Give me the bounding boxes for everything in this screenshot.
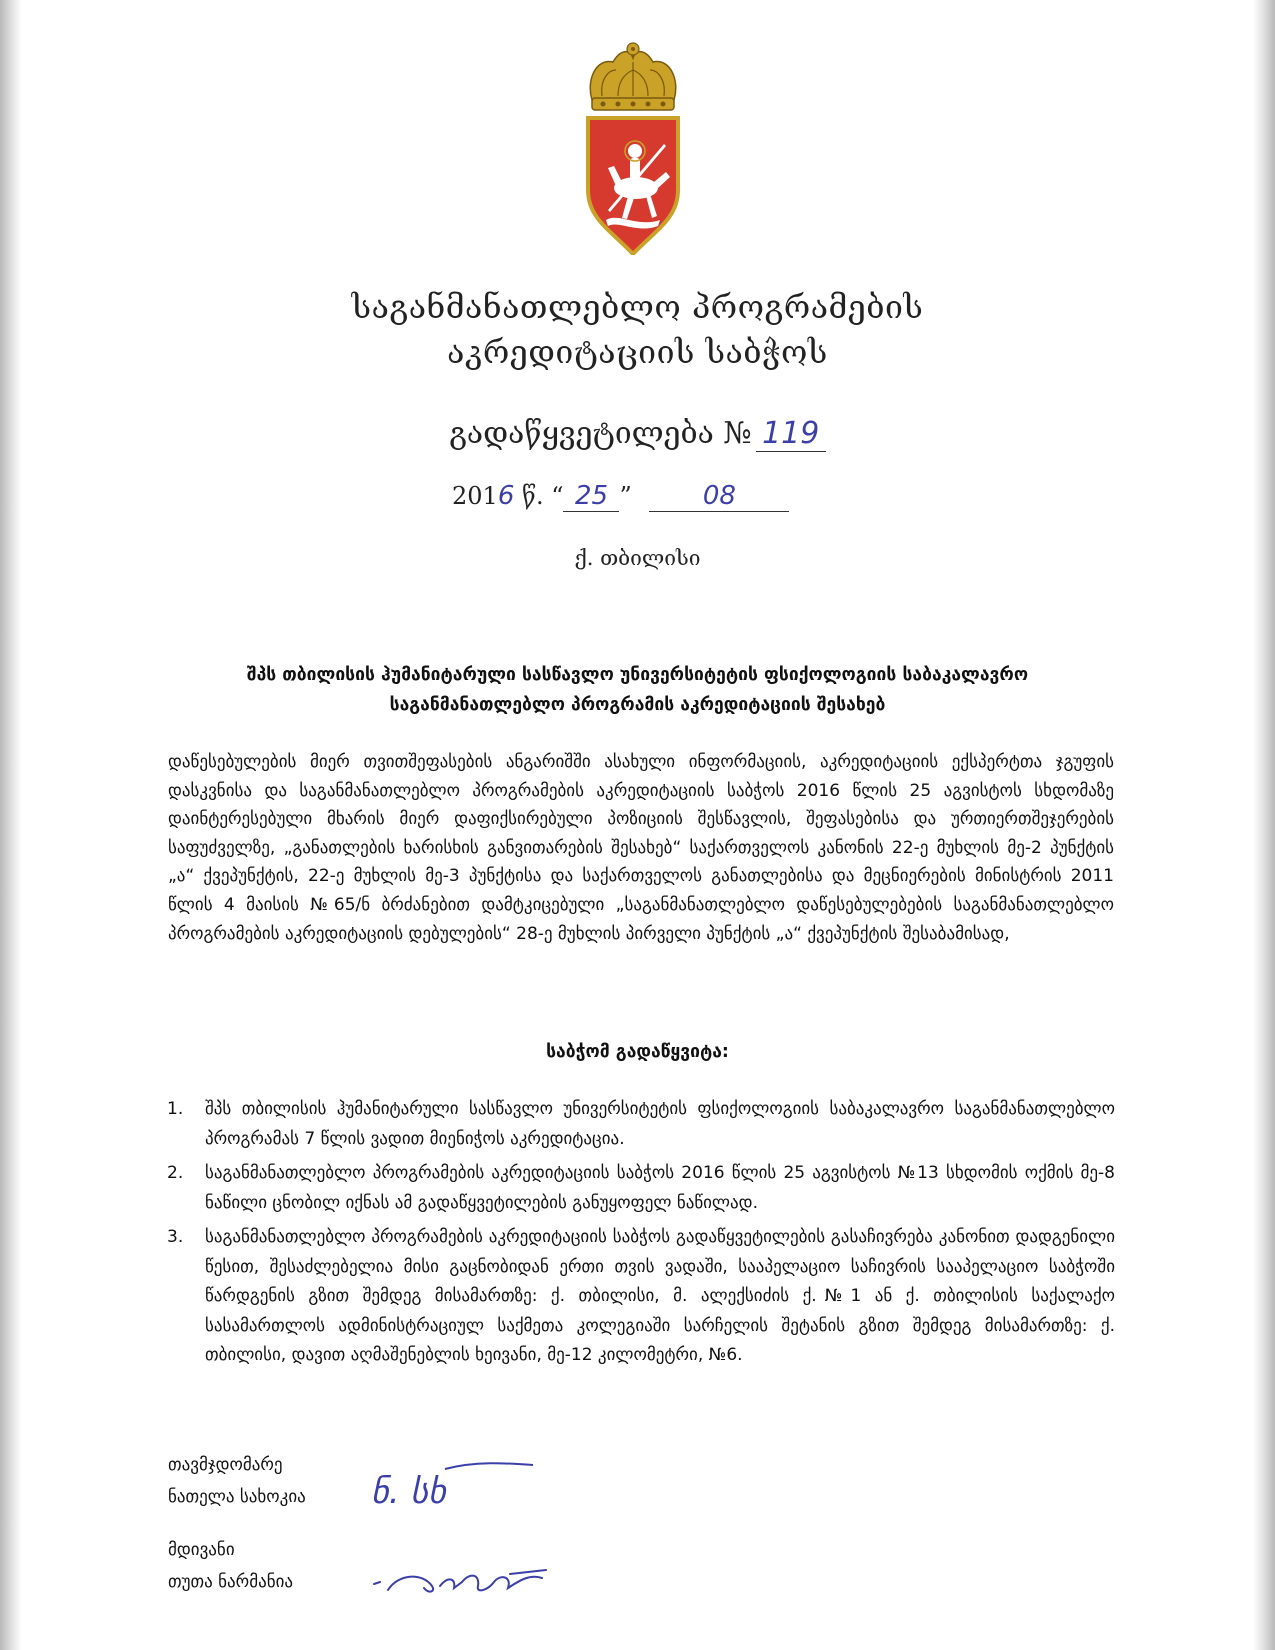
secretary-name: თუთა ნარმანია — [168, 1572, 294, 1592]
council-title-line-1: საგანმანათლებლო პროგრამების — [351, 288, 924, 326]
decision-label: გადაწყვეტილება № — [449, 416, 752, 451]
chair-name: ნათელა სახოკია — [168, 1487, 306, 1507]
decision-heading — [0, 416, 1275, 452]
list-item-number: 2. — [167, 1163, 184, 1183]
subject-line-1: შპს თბილისის ჰუმანიტარული სასწავლო უნივერსიტეტის ფსიქოლოგიის საბაკალავრო — [246, 665, 1029, 685]
decision-subject — [150, 660, 1125, 720]
chair-role: თავმჯდომარე — [168, 1455, 283, 1475]
list-item-text: საგანმანათლებლო პროგრამების აკრედიტაციის საბჭოს 2016 წლის 25 აგვისტოს №13 სხდომის ოქმის მე-8 ნაწილი ცნობილ იქნას ამ გადაწყვეტილების განუყოფელ ნაწილად. — [205, 1163, 1115, 1213]
decision-date — [452, 481, 832, 517]
list-item — [165, 1223, 1115, 1371]
decision-number: 119 — [756, 416, 826, 452]
list-item-text: საგანმანათლებლო პროგრამების აკრედიტაციის საბჭოს გადაწყვეტილების გასაჩივრება კანონით დადგენილი წესით, შესაძლებელია მისი გაცნობიდან ერთი თვის ვადაში, სააპელაციო საჩივრის სააპელაციო საბჭოში წარდგენის გზით შემდეგ მისამართზე: ქ. თბილისი, მ. ალექსიძის ქ.№1 ან ქ. თბილისის საქალაქო სასამართლოს ადმინისტრაციულ საქმეთა კოლეგიაში სარჩელის შეტანის გზით შემდეგ მისამართზე: ქ. თბილისი, დავით აღმაშენებლის ხეივანი, მე-12 კილომეტრი, №6. — [205, 1227, 1115, 1365]
resolution-heading: საბჭომ გადაწყვიტა: — [546, 1042, 729, 1062]
date-year-digit: 6 — [497, 481, 515, 511]
date-year-prefix: 201 — [452, 482, 498, 510]
subject-line-2: საგანმანათლებლო პროგრამის აკრედიტაციის შესახებ — [389, 695, 886, 715]
list-item-number: 3. — [167, 1227, 184, 1247]
preamble-paragraph: დაწესებულების მიერ თვითშეფასების ანგარიშში ასახული ინფორმაციის, აკრედიტაციის ექსპერტთა ჯგუფის დასკვნისა და საგანმანათლებლო პროგრამების აკრედიტაციის საბჭოს 2016 წლის 25 აგვისტოს სხდომაზე დაინტერესებული მხარის მიერ დაფიქსირებული პოზიციის შესწავლის, შეფასებისა და ურთიერთშეჯერების საფუძველზე, „განათლების ხარისხის განვითარების შესახებ“ საქართველოს კანონის 22-ე მუხლის მე-2 პუნქტის „ა“ ქვეპუნქტის, 22-ე მუხლის მე-3 პუნქტისა და საქართველოს განათლებისა და მეცნიერების მინისტრის 2011 წლის 4 მაისის №65/ნ ბრძანებით დამტკიცებული „საგანმანათლებლო დაწესებულებების საგანმანათლებლო პროგრამების აკრედიტაციის დებულების“ 28-ე მუხლის პირველი პუნქტის „ა“ ქვეპუნქტის შესაბამისად, — [168, 752, 1114, 944]
decision-list — [165, 1095, 1115, 1376]
date-month: 08 — [649, 481, 789, 512]
georgia-coat-of-arms-icon — [578, 40, 688, 255]
chair-signature-text: ნ. სხ — [371, 1472, 446, 1512]
date-day: 25 — [563, 481, 619, 512]
list-item-number: 1. — [167, 1099, 184, 1119]
council-title-line-2: აკრედიტაციის საბჭოს — [447, 333, 828, 371]
list-item — [165, 1159, 1115, 1218]
list-item — [165, 1095, 1115, 1154]
date-year-suffix: წ. “ — [514, 482, 564, 510]
secretary-role: მდივანი — [168, 1540, 235, 1560]
page-edge-left — [0, 0, 22, 1650]
chair-signature — [365, 1455, 535, 1515]
secretary-signature — [370, 1560, 560, 1605]
city: ქ. თბილისი — [574, 546, 701, 570]
date-day-close: ” — [619, 482, 632, 510]
list-item-text: შპს თბილისის ჰუმანიტარული სასწავლო უნივერსიტეტის ფსიქოლოგიის საბაკალავრო საგანმანათლებლო პროგრამას 7 წლის ვადით მიენიჭოს აკრედიტაცია. — [205, 1099, 1115, 1149]
page-edge-right — [1253, 0, 1275, 1650]
